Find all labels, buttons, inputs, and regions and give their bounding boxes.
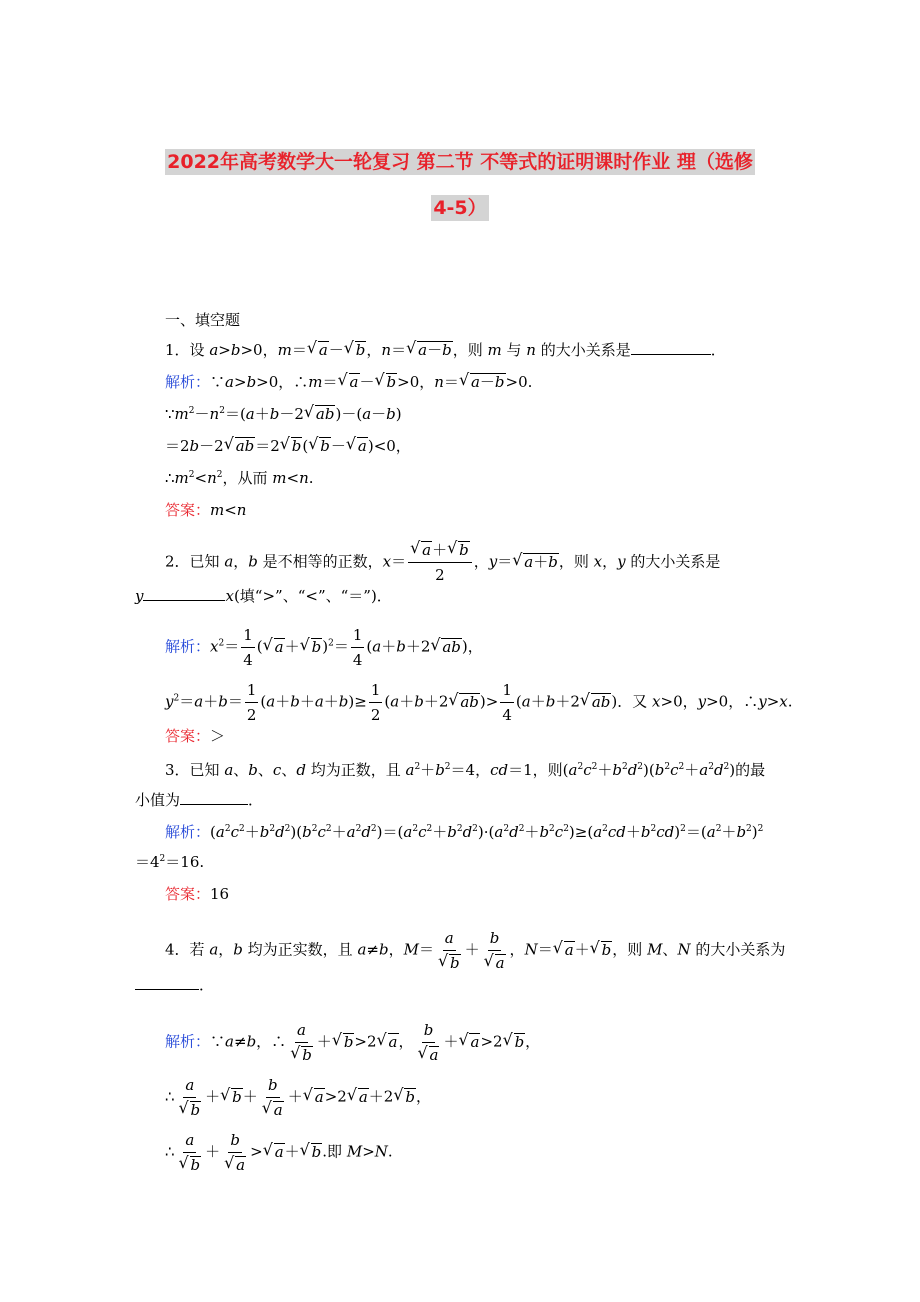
analysis-label: 解析： <box>165 823 211 841</box>
q3-answer: 答案：16 <box>165 885 230 903</box>
analysis-label: 解析： <box>165 637 211 656</box>
q2-analysis-line-1: 解析：$x^2=$ $\frac{1}{4}$ (√ a＋√ b)$^2$＝ $\frac{1}{4}$ (a＋b＋2√ ab)， <box>165 625 483 670</box>
q4-analysis-line-2: ∴ a √ b ＋√ b＋ b √ a ＋√ a>2√ a＋2√ b， <box>165 1075 431 1120</box>
q4-analysis-line-3: ∴ a √ b ＋ b √ a >√ a＋√ b.即 M>N. <box>165 1130 393 1175</box>
answer-label: 答案： <box>165 501 211 519</box>
document-title-line-2: 4-5） <box>433 197 487 219</box>
q1-analysis-line-4: $\therefore m^2<n^2$，从而 m<n. <box>165 469 314 487</box>
question-3-cont: 小值为 ． <box>135 791 264 809</box>
answer-label: 答案： <box>165 885 211 903</box>
answer-label: 答案： <box>165 727 211 745</box>
question-4-cont: ． <box>135 975 214 995</box>
section-heading: 一、填空题 <box>165 311 241 329</box>
question-2: 2．已知 a，b 是不相等的正数，x＝ √ $\frac{a+√ b}{2}$ ，y＝√ a＋b，则 x，y 的大小关系是 <box>165 540 720 585</box>
question-4: 4．若 a，b 均为正实数，且 a≠b，M＝ a √ b ＋ b √ a ，N＝√ a＋√ b，则 M、N 的大小关系为 <box>165 928 785 973</box>
question-2-cont: y x(填“>”、“<”、“＝”)． <box>135 587 392 605</box>
q3-analysis-line-2: $=4^2=16$. <box>135 853 205 871</box>
q2-analysis-line-2: $y^2=a+b=$ $\frac{1}{2}$ (a＋b＋a＋b)≥ $\frac{1}{2}$ (a＋b＋2√ ab)> $\frac{1}{4}$ (a＋b＋2√ ab)．又 x>0，y>0，∴y>x. <box>165 680 793 725</box>
q2-answer: 答案：＞ <box>165 727 226 745</box>
question-1: 1．设 a>b>0，m＝√ a－√ b，n＝√ a－b，则 m 与 n 的大小关系是 ． <box>165 340 726 360</box>
q3-analysis-line-1: 解析：$(a^2c^2+b^2d^2)(b^2c^2+a^2d^2)=(a^2c^2+b^2d^2)\cdot(a^2d^2+b^2c^2)\ge(a^2cd+b^2cd)^2=(a^2+b^2)^2$ <box>165 823 764 841</box>
question-3: 3．已知 a、b、c、d 均为正数，且 $a^2+b^2=4$，cd＝1，则$(a^2c^2+b^2d^2)(b^2c^2+a^2d^2)$的最 <box>165 761 766 779</box>
q1-analysis-line-2: $\because m^2-n^2=(a+b-2√$ ab)－(a－b) <box>165 404 402 424</box>
q1-answer: 答案：m<n <box>165 501 247 519</box>
q4-analysis-line-1: 解析：∵a≠b，∴ a √ b ＋√ b>2√ a， b √ a ＋√ a>2√ b， <box>165 1020 540 1065</box>
analysis-label: 解析： <box>165 1032 211 1051</box>
document-title-line-1: 2022年高考数学大一轮复习 第二节 不等式的证明课时作业 理（选修 <box>167 151 753 173</box>
analysis-label: 解析： <box>165 373 211 391</box>
q1-analysis-line-3: ＝2b－2√ ab＝2√ b(√ b－√ a)<0， <box>165 436 411 456</box>
q1-analysis-line-1: 解析：∵a>b>0，∴m＝√ a－√ b>0，n＝√ a－b>0. <box>165 372 532 392</box>
